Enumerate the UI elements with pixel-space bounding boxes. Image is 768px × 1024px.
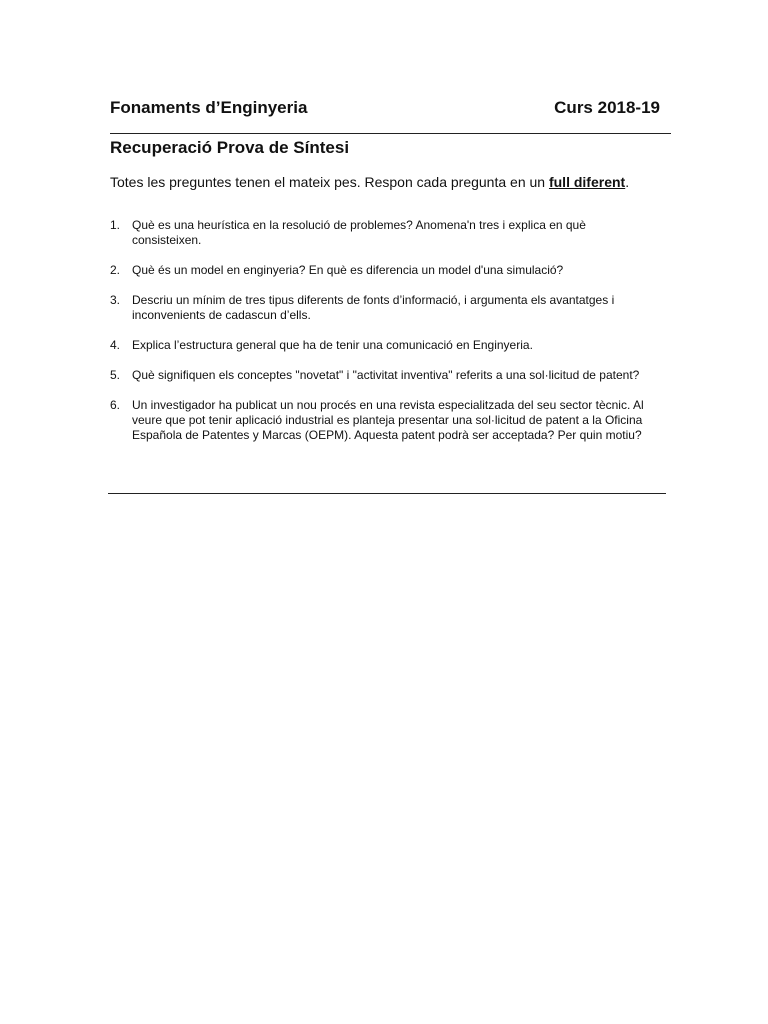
- instructions-text: Totes les preguntes tenen el mateix pes. Respon cada pregunta en un: [110, 174, 549, 190]
- question-item: [110, 218, 650, 248]
- question-number: 2.: [110, 263, 121, 277]
- document-header: [110, 98, 660, 118]
- course-title: Fonaments d’Enginyeria: [110, 98, 308, 117]
- question-item: [110, 398, 650, 443]
- question-item: [110, 368, 650, 383]
- question-number: 4.: [110, 338, 121, 352]
- exam-subtitle: Recuperació Prova de Síntesi: [110, 138, 350, 157]
- exam-instructions: [110, 174, 670, 190]
- footer-divider: [108, 493, 666, 494]
- question-text: Un investigador ha publicat un nou procés en una revista especialitzada del seu sector tècnic. Al veure que pot tenir aplicació industrial es planteja presentar una sol·licitud de patent a la Oficina Española de Patentes y Marcas (OEPM). Aquesta patent podrà ser acceptada? Per quin motiu?: [132, 398, 644, 442]
- header-divider: [110, 133, 671, 134]
- instructions-emphasis: full diferent: [548, 174, 626, 190]
- question-text: Què és un model en enginyeria? En què es diferencia un model d'una simulació?: [132, 263, 564, 277]
- course-year: Curs 2018-19: [554, 98, 660, 117]
- instructions-end: .: [625, 174, 630, 190]
- question-number: 3.: [110, 293, 121, 307]
- question-item: [110, 263, 650, 278]
- question-text: Què es una heurística en la resolució de problemes? Anomena'n tres i explica en què consisteixen.: [132, 218, 586, 247]
- question-number: 5.: [110, 368, 121, 382]
- question-item: [110, 293, 650, 323]
- question-text: Descriu un mínim de tres tipus diferents de fonts d’informació, i argumenta els avantatges i inconvenients de cadascun d’ells.: [132, 293, 615, 322]
- question-item: [110, 338, 650, 353]
- question-list: [110, 218, 650, 458]
- question-text: Què signifiquen els conceptes "novetat" i "activitat inventiva" referits a una sol·licitud de patent?: [132, 368, 640, 382]
- question-number: 1.: [110, 218, 121, 232]
- question-number: 6.: [110, 398, 121, 412]
- question-text: Explica l’estructura general que ha de tenir una comunicació en Enginyeria.: [132, 338, 533, 352]
